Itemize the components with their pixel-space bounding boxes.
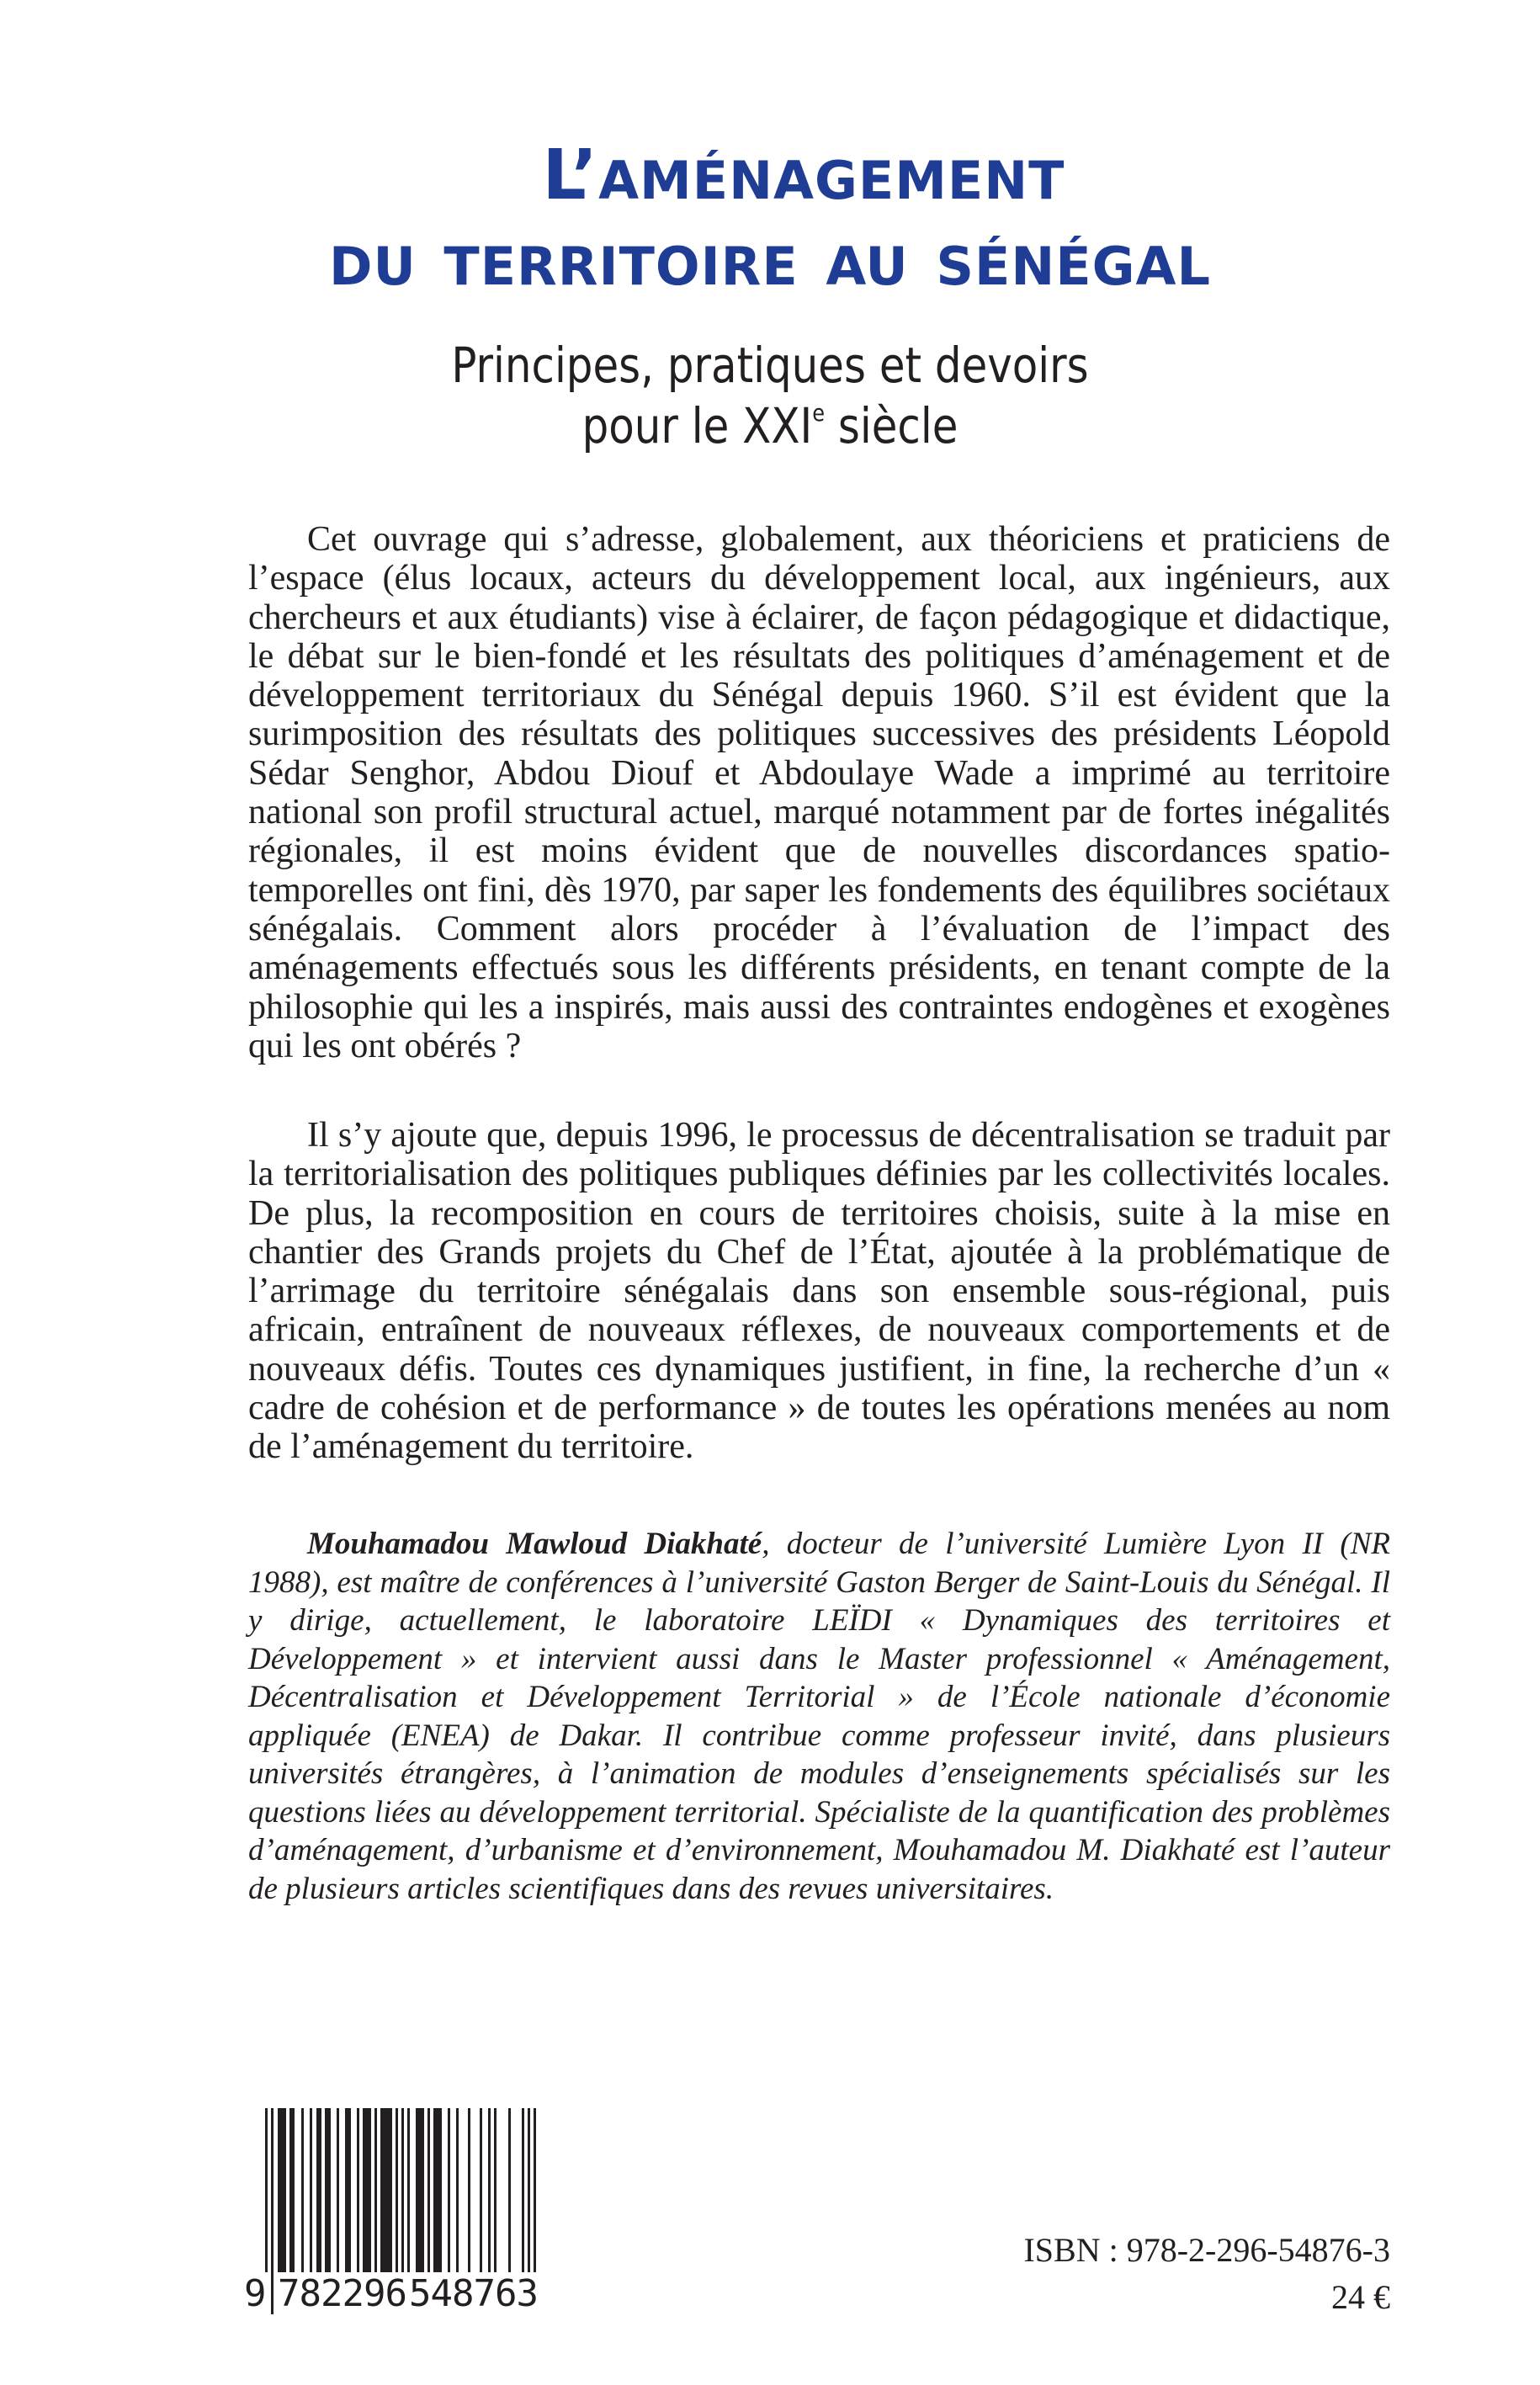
subtitle-text-before: pour le XXI (581, 397, 813, 454)
summary-paragraph-2 (248, 1116, 1390, 1467)
subtitle-superscript: e (812, 399, 826, 427)
summary-paragraph-1 (248, 520, 1390, 1065)
title-line-1 (67, 135, 1540, 215)
author-name: Mouhamadou Mawloud Diakhaté (307, 1527, 762, 1561)
author-bio-text: , docteur de l’université Lumière Lyon II (NR 1988), est maître de conférences à l’université Gaston Berger de Saint-Louis du Sénégal. Il y dirige, actuellement, le laboratoire LEÏDI « Dynamiques des territoires et Développement » et intervient aussi dans le Master professionnel « Aménagement, Décentralisation et Développement Territorial » de l’École nationale d’économie appliquée (ENEA) de Dakar. Il contribue comme professeur invité, dans plusieurs universités étrangères, à l’animation de modules d’enseignements spécialisés sur les questions liées au développement territorial. Spécialiste de la quantification des problèmes d’aménagement, d’urbanisme et d’environnement, Mouhamadou M. Diakhaté est l’auteur de plusieurs articles scientifiques dans des revues universitaires. (248, 1527, 1390, 1906)
title-word: AMÉNAGEMENT (598, 150, 1065, 211)
book-subtitle (0, 335, 1540, 456)
title-initial: L’ (542, 135, 599, 215)
barcode-number (244, 2272, 564, 2323)
title-line-2: DU TERRITOIRE AU SÉNÉGAL (329, 236, 1211, 297)
book-title (0, 135, 1540, 297)
isbn-label: ISBN : 978-2-296-54876-3 (1023, 2231, 1390, 2269)
author-bio (248, 1525, 1390, 1908)
summary-paragraph-text: Cet ouvrage qui s’adresse, globalement, aux théoriciens et praticiens de l’espace (élus locaux, acteurs du développement local, aux ingénieurs, aux chercheurs et aux étudiants) vise à éclairer, de façon pédagogique et didactique, le débat sur le bien-fondé et les résultats des politiques d’aménagement et de développement territoriaux du Sénégal depuis 1960. S’il est évident que la surimposition des résultats des politiques successives des présidents Léopold Sédar Senghor, Abdou Diouf et Abdoulaye Wade a imprimé au territoire national son profil structural actuel, marqué notamment par de fortes inégalités régionales, il est moins évident que de nouvelles discordances spatio-temporelles ont fini, dès 1970, par saper les fondements des équilibres sociétaux sénégalais. Comment alors procéder à l’évaluation de l’impact des aménagements effectués sous les différents présidents, en tenant compte de la philosophie qui les a inspirés, mais aussi des contraintes endogènes et exogènes qui les ont obérés ? (248, 520, 1390, 1065)
subtitle-line-1: Principes, pratiques et devoirs (451, 337, 1089, 394)
subtitle-line-2 (108, 396, 1432, 456)
price-label: 24 € (1331, 2278, 1390, 2316)
subtitle-text-after: siècle (825, 397, 959, 454)
barcode-digits-left: 782296 (278, 2272, 406, 2315)
barcode-digit-first: 9 (244, 2272, 267, 2315)
barcode-digits-right: 548763 (409, 2272, 538, 2315)
summary-paragraph-text: Il s’y ajoute que, depuis 1996, le processus de décentralisation se traduit par la territorialisation des politiques publiques définies par les collectivités locales. De plus, la recomposition en cours de territoires choisis, suite à la mise en chantier des Grands projets du Chef de l’État, ajoutée à la problématique de l’arrimage du territoire sénégalais dans son ensemble sous-régional, puis africain, entraînent de nouveaux réflexes, de nouveaux comportements et de nouveaux défis. Toutes ces dynamiques justifient, in fine, la recherche d’un « cadre de cohésion et de performance » de toutes les opérations menées au nom de l’aménagement du territoire. (248, 1116, 1390, 1467)
